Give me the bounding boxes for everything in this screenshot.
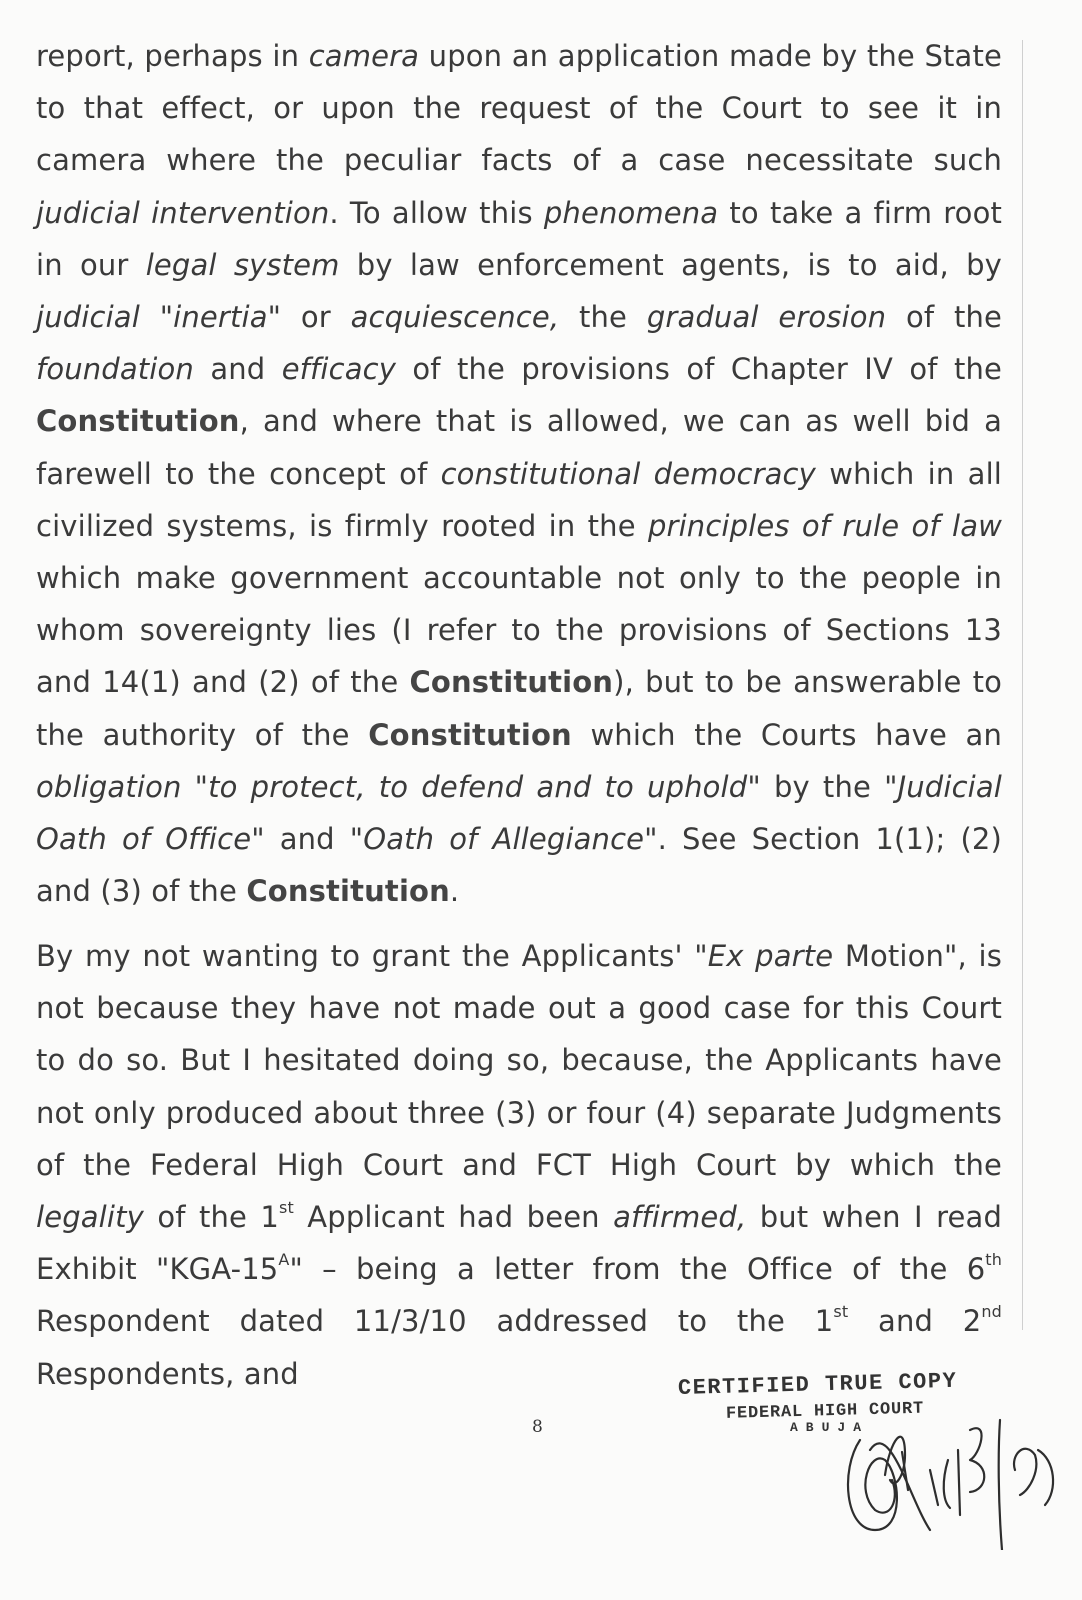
page-number: 8 <box>532 1417 543 1437</box>
stamp-line-3: ABUJA <box>790 1420 870 1435</box>
scan-edge-line <box>1022 40 1023 1330</box>
paragraph-1: report, perhaps in camera upon an application made by the State to that effect, or upon the request of the Court to see it in camera where the peculiar facts of a case necessitate such judicial intervention. To allow this phenomena to take a firm root in our legal system by law enforcement agents, is to aid, by judicial "inertia" or acquiescence, the gradual erosion of the foundation and efficacy of the provisions of Chapter IV of the Constitution, and where that is allowed, we can as well bid a farewell to the concept of constitutional democracy which in all civilized systems, is firmly rooted in the principles of rule of law which make government accountable not only to the people in whom sovereignty lies (I refer to the provisions of Sections 13 and 14(1) and (2) of the Constitution), but to be answerable to the authority of the Constitution which the Courts have an obligation "to protect, to defend and to uphold" by the "Judicial Oath of Office" and "Oath of Allegiance". See Section 1(1); (2) and (3) of the Constitution. <box>36 39 1003 909</box>
stamp-line-2: FEDERAL HIGH COURT <box>725 1399 925 1424</box>
paragraph-2: By my not wanting to grant the Applicants' "Ex parte Motion", is not because they have not made out a good case for this Court to do so. But I hesitated doing so, because, the Applicants have not only produced about three (3) or four (4) separate Judgments of the Federal High Court and FCT High Court by which the legality of the 1st Applicant had been affirmed, but when I read Exhibit "$KGA-15^A$" – being a letter from the Office of the 6th Respondent dated 11/3/10 addressed to the 1st and 2nd Respondents, and <box>36 939 1003 1391</box>
handwritten-signature <box>830 1380 1070 1550</box>
stamp-line-1: CERTIFIED TRUE COPY <box>677 1368 958 1401</box>
